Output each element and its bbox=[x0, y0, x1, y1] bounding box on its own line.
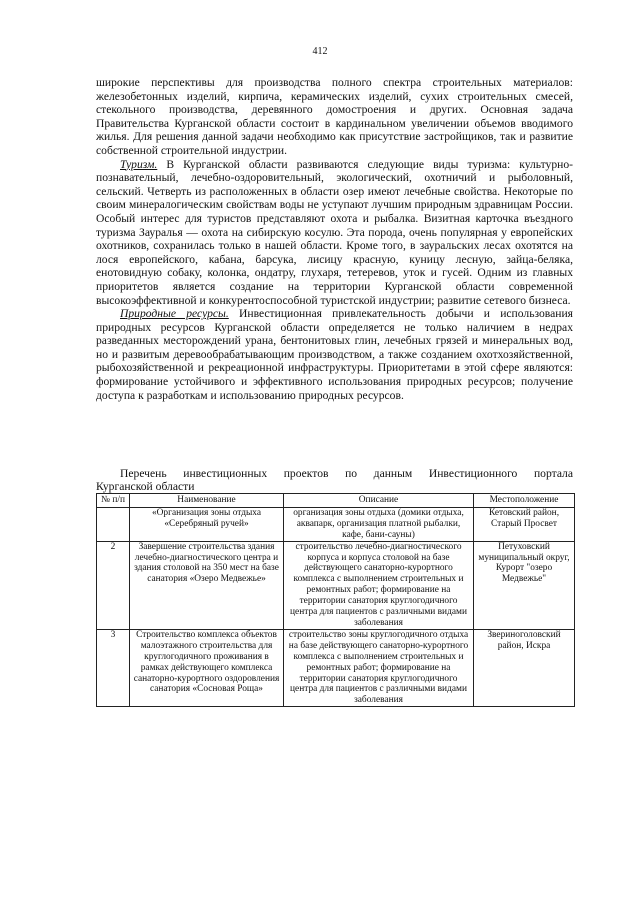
table-row bbox=[97, 541, 575, 629]
paragraph-tourism bbox=[96, 158, 573, 308]
header-location: Местоположение bbox=[474, 494, 575, 508]
row-description: строительство лечебно-диагностического корпуса и корпуса столовой на базе действующего санаторно-курортного комплекса с выполнением строительных и ремонтных работ; формирование на территории санатория круглогодичного центра для пациентов с различными видами заболевания bbox=[284, 541, 474, 629]
projects-table bbox=[96, 493, 575, 707]
table-row bbox=[97, 629, 575, 706]
row-number: 3 bbox=[97, 629, 130, 706]
header-number: № п/п bbox=[97, 494, 130, 508]
paragraph-resources bbox=[96, 307, 573, 402]
table-row bbox=[97, 507, 575, 541]
page-number: 412 bbox=[312, 46, 328, 57]
row-number bbox=[97, 507, 130, 541]
table-header-row bbox=[97, 494, 575, 508]
row-name: Строительство комплекса объектов малоэтажного строительства для круглогодичного проживания в рамках действующего комплекса санаторно-курортного оздоровления санатория «Сосновая Роща» bbox=[130, 629, 284, 706]
row-location: Звериноголовский район, Искра bbox=[474, 629, 575, 706]
row-description: строительство зоны круглогодичного отдыха на базе действующего санаторно-курортного комплекса с выполнением строительных и ремонтных работ; формирование на территории санатория круглогодичного центра для пациентов с различными видами заболевания bbox=[284, 629, 474, 706]
table-caption bbox=[96, 467, 573, 494]
row-name: Завершение строительства здания лечебно-диагностического центра и здания столовой на 350 мест на базе санатория «Озеро Медвежье» bbox=[130, 541, 284, 629]
header-description: Описание bbox=[284, 494, 474, 508]
row-number: 2 bbox=[97, 541, 130, 629]
row-location: Кетовский район, Старый Просвет bbox=[474, 507, 575, 541]
resources-label: Природные ресурсы. bbox=[120, 307, 229, 321]
header-name: Наименование bbox=[130, 494, 284, 508]
row-location: Петуховский муниципальный округ, Курорт "озеро Медвежье" bbox=[474, 541, 575, 629]
resources-text: Инвестиционная привлекательность добычи и использования природных ресурсов Курганской области определяется не только наличием в недрах разведанных месторождений урана, бентонитовых глин, лечебных грязей и минеральных вод, но и развитым деревообрабатывающим производством, а также созданием охотхозяйственной, рыбохозяйственной и рекреационной инфраструктуры. Приоритетами в этой сфере являются: формирование устойчивого и эффективного использования природных ресурсов; получение доступа к разработкам и использованию природных ресурсов. bbox=[96, 307, 574, 402]
tourism-text: В Курганской области развиваются следующие виды туризма: культурно-познавательный, лечебно-оздоровительный, экологический, охотничий и рыболовный, сельский. Четверть из расположенных в области озер имеют лечебные свойства. Некоторые по своим минералогическим свойствам воды не уступают лучшим природным здравницам России. Особый интерес для туристов представляют охота и рыбалка. Визитная карточка въездного туризма Зауралья — охота на сибирскую косулю. Эта порода, очень популярная у европейских охотников, сохранилась только в нашей области. Кроме того, в зауральских лесах охотятся на лося европейского, кабана, барсука, лисицу красную, куницу лесную, зайца-беляка, енотовидную собаку, колонка, ондатру, глухаря, тетеревов, уток и гусей. Одним из главных приоритетов является создание на территории Курганской области современной высокоэффективной и конкурентоспособной туристской индустрии; развитие сетевого бизнеса. bbox=[96, 157, 573, 307]
row-name: «Организация зоны отдыха «Серебряный ручей» bbox=[130, 507, 284, 541]
body-text bbox=[96, 76, 573, 402]
row-description: организация зоны отдыха (домики отдыха, аквапарк, организация платной рыбалки, кафе, бани-сауны) bbox=[284, 507, 474, 541]
tourism-label: Туризм. bbox=[120, 157, 158, 171]
table-caption-line-1: Перечень инвестиционных проектов по данным Инвестиционного портала bbox=[120, 467, 573, 480]
table-caption-line-2: Курганской области bbox=[96, 480, 195, 494]
paragraph-construction: широкие перспективы для производства полного спектра строительных материалов: железобетонных изделий, кирпича, керамических изделий, сухих строительных смесей, стекольного производства, деревянного домостроения и других. Основная задача Правительства Курганской области состоит в кардинальном увеличении объемов вводимого жилья. Для решения данной задачи необходимо как присутствие застройщиков, так и развитие собственной строительной индустрии. bbox=[96, 76, 573, 157]
